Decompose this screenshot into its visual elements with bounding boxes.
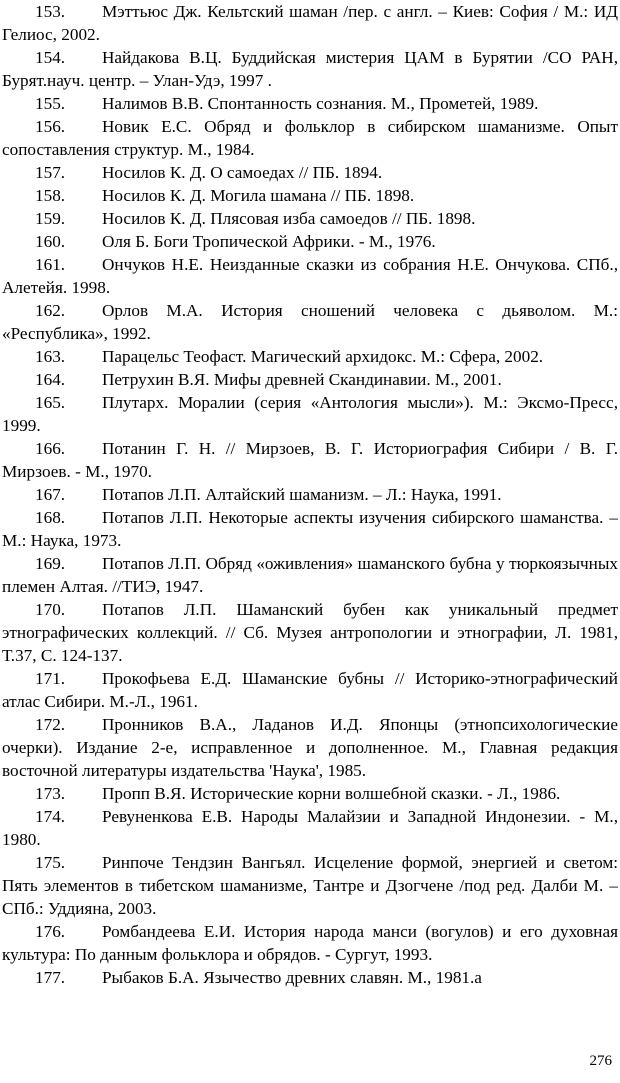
reference-entry: [2, 805, 618, 851]
reference-entry: [2, 253, 618, 299]
reference-entry: [2, 92, 618, 115]
reference-text: Оля Б. Боги Тропической Африки. - М., 1976.: [102, 232, 436, 251]
reference-text: Парацельс Теофаст. Магический архидокс. М.: Сфера, 2002.: [102, 347, 544, 366]
reference-text: Ринпоче Тендзин Вангьял. Исцеление формой, энергией и светом: Пять элементов в тибетском шаманизме, Тантре и Дзогчене /под ред. Далби М. – СПб.: Уддияна, 2003.: [2, 853, 618, 918]
reference-entry: [2, 966, 618, 989]
reference-entry: [2, 345, 618, 368]
reference-text: Найдакова В.Ц. Буддийская мистерия ЦАМ в Бурятии /СО РАН, Бурят.науч. центр. – Улан-Удэ, 1997 .: [2, 48, 618, 90]
reference-entry: [2, 437, 618, 483]
reference-number: 160.: [35, 232, 66, 251]
reference-number: 153.: [35, 2, 66, 21]
reference-text: Ревуненкова Е.В. Народы Малайзии и Западной Индонезии. - М., 1980.: [2, 807, 618, 849]
reference-number: 172.: [35, 715, 66, 734]
reference-text: Потанин Г. Н. // Мирзоев, В. Г. Историография Сибири / В. Г. Мирзоев. - М., 1970.: [2, 439, 618, 481]
reference-text: Носилов К. Д. О самоедах // ПБ. 1894.: [102, 163, 383, 182]
reference-number: 175.: [35, 853, 66, 872]
reference-entry: [2, 161, 618, 184]
reference-entry: [2, 851, 618, 920]
reference-list: [2, 0, 618, 989]
reference-number: 169.: [35, 554, 66, 573]
reference-entry: [2, 368, 618, 391]
reference-entry: [2, 920, 618, 966]
reference-entry: [2, 115, 618, 161]
reference-number: 161.: [35, 255, 66, 274]
reference-number: 165.: [35, 393, 66, 412]
reference-text: Прокофьева Е.Д. Шаманские бубны // Историко-этнографический атлас Сибири. М.-Л., 1961.: [2, 669, 618, 711]
reference-entry: [2, 667, 618, 713]
reference-entry: [2, 552, 618, 598]
reference-text: Мэттьюс Дж. Кельтский шаман /пер. с англ. – Киев: София / М.: ИД Гелиос, 2002.: [2, 2, 618, 44]
reference-number: 164.: [35, 370, 66, 389]
reference-text: Носилов К. Д. Могила шамана // ПБ. 1898.: [102, 186, 415, 205]
reference-text: Новик Е.С. Обряд и фольклор в сибирском шаманизме. Опыт сопоставления структур. М., 1984.: [2, 117, 618, 159]
reference-text: Ромбандеева Е.И. История народа манси (вогулов) и его духовная культура: По данным фольклора и обрядов. - Сургут, 1993.: [2, 922, 618, 964]
reference-text: Ончуков Н.Е. Неизданные сказки из собрания Н.Е. Ончукова. СПб., Алетейя. 1998.: [2, 255, 618, 297]
reference-number: 166.: [35, 439, 66, 458]
reference-number: 156.: [35, 117, 66, 136]
reference-number: 155.: [35, 94, 66, 113]
page-number: 276: [589, 1053, 612, 1069]
reference-text: Потапов Л.П. Алтайский шаманизм. – Л.: Наука, 1991.: [102, 485, 502, 504]
reference-entry: [2, 598, 618, 667]
reference-number: 173.: [35, 784, 66, 803]
reference-text: Пропп В.Я. Исторические корни волшебной сказки. - Л., 1986.: [102, 784, 561, 803]
reference-entry: [2, 713, 618, 782]
reference-text: Орлов М.А. История сношений человека с дьяволом. М.: «Республика», 1992.: [2, 301, 618, 343]
reference-number: 162.: [35, 301, 66, 320]
reference-number: 174.: [35, 807, 66, 826]
reference-entry: [2, 184, 618, 207]
reference-entry: [2, 207, 618, 230]
reference-text: Носилов К. Д. Плясовая изба самоедов // ПБ. 1898.: [102, 209, 476, 228]
reference-entry: [2, 0, 618, 46]
reference-entry: [2, 506, 618, 552]
reference-text: Петрухин В.Я. Мифы древней Скандинавии. М., 2001.: [102, 370, 502, 389]
reference-entry: [2, 230, 618, 253]
reference-number: 157.: [35, 163, 66, 182]
reference-text: Потапов Л.П. Шаманский бубен как уникальный предмет этнографических коллекций. // Сб. Музея антропологии и этнографии, Л. 1981, Т.37, С. 124-137.: [2, 600, 618, 665]
reference-number: 171.: [35, 669, 66, 688]
reference-number: 168.: [35, 508, 66, 527]
reference-number: 177.: [35, 968, 66, 987]
reference-entry: [2, 46, 618, 92]
reference-text: Плутарх. Моралии (серия «Антология мысли»). М.: Эксмо-Пресс, 1999.: [2, 393, 618, 435]
reference-text: Пронников В.А., Ладанов И.Д. Японцы (этнопсихологические очерки). Издание 2-е, исправленное и дополненное. М., Главная редакция восточной литературы издательства 'Наука', 1985.: [2, 715, 618, 780]
reference-text: Потапов Л.П. Обряд «оживления» шаманского бубна у тюркоязычных племен Алтая. //ТИЭ, 1947.: [2, 554, 618, 596]
reference-entry: [2, 782, 618, 805]
reference-number: 154.: [35, 48, 66, 67]
reference-number: 158.: [35, 186, 66, 205]
reference-text: Налимов В.В. Спонтанность сознания. М., Прометей, 1989.: [102, 94, 539, 113]
reference-text: Рыбаков Б.А. Язычество древних славян. М., 1981.а: [102, 968, 482, 987]
reference-number: 176.: [35, 922, 66, 941]
reference-number: 159.: [35, 209, 66, 228]
reference-number: 170.: [35, 600, 66, 619]
reference-text: Потапов Л.П. Некоторые аспекты изучения сибирского шаманства. – М.: Наука, 1973.: [2, 508, 618, 550]
reference-number: 163.: [35, 347, 66, 366]
reference-entry: [2, 483, 618, 506]
reference-entry: [2, 391, 618, 437]
reference-number: 167.: [35, 485, 66, 504]
reference-entry: [2, 299, 618, 345]
